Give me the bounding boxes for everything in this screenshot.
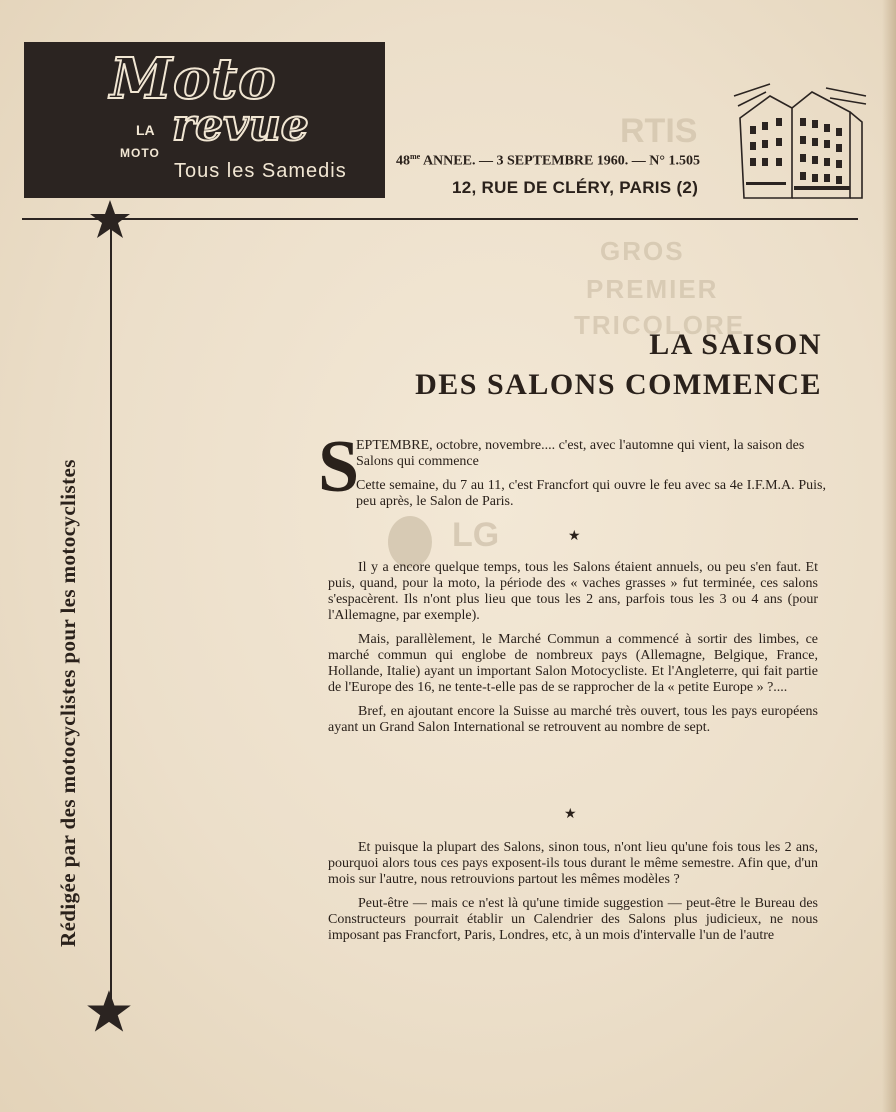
horizontal-rule [22, 218, 858, 220]
svg-text:LG: LG [452, 516, 500, 554]
article-title-line2: DES SALONS COMMENCE [415, 368, 822, 401]
issue-date-number: ANNEE. — 3 SEPTEMBRE 1960. — N° 1.505 [420, 153, 701, 169]
issue-line [396, 152, 700, 170]
sidebar-motto: Rédigée par des motocyclistes pour les motocyclistes [56, 459, 80, 947]
drop-cap: S [318, 426, 360, 508]
show-through-text: GROS [600, 236, 685, 266]
paragraph-5: Bref, en ajoutant encore la Suisse au marché très ouvert, tous les pays européens ayant un Grand Salon International se retrouvent au nombre de sept. [328, 704, 818, 735]
logo-moto-small: MOTO [120, 146, 160, 160]
logo-la: LA [136, 122, 155, 138]
paragraph-4: Mais, parallèlement, le Marché Commun a commencé à sortir des limbes, ce marché commun qui englobe de nombreux pays (Allemagne, Belgique, France, Hollande, Italie) ayant un important Salon Motocycliste. Et l'Angleterre, qui fait partie de l'Europe des 16, ne tente-t-elle pas de se rapprocher de la « petite Europe » ?.... [328, 632, 818, 695]
section-separator: ★ [568, 529, 581, 544]
building-illustration [730, 78, 870, 202]
section-separator: ★ [564, 807, 577, 822]
paragraph-3: Il y a encore quelque temps, tous les Salons étaient annuels, ou peu s'en faut. Et puis, quand, pour la moto, la période des « vaches grasses » fut terminée, ces salons s'espacèrent. Ils n'ont plus lieu que tous les 2 ans, parfois tous les 3 ou 4 ans (pour l'Allemagne, par exemple). [328, 560, 818, 623]
paragraph-7: Peut-être — mais ce n'est là qu'une timide suggestion — peut-être le Bureau des Constructeurs pourrait établir un Calendrier des Salons plus judicieux, ne nous imposant pas Francfort, Paris, Londres, etc, à un mois d'intervalle l'un de l'autre [328, 896, 818, 943]
issue-year-number: 48 [396, 153, 410, 169]
star-ornament-icon [82, 988, 136, 1036]
vertical-rule [110, 224, 112, 1014]
paragraph-6: Et puisque la plupart des Salons, sinon tous, n'ont lieu qu'une fois tous les 2 ans, pourquoi alors tous ces pays exposent-ils tous durant le même semestre. Afin que, d'un mois sur l'autre, nous retrouvions partout les mêmes modèles ? [328, 840, 818, 887]
show-through-text: TRICOLORE [574, 310, 746, 340]
article-body-block-1 [328, 560, 818, 744]
article-title-line1: LA SAISON [649, 328, 822, 361]
publisher-address: 12, RUE DE CLÉRY, PARIS (2) [452, 178, 699, 197]
show-through-text: PREMIER [586, 274, 719, 304]
issue-year-suffix: me [410, 152, 421, 161]
page-edge-shadow [882, 0, 896, 1112]
paragraph-1: EPTEMBRE, octobre, novembre.... c'est, avec l'automne qui vient, la saison des Salons qui commence [356, 438, 805, 469]
logo-revue: revue [172, 100, 309, 151]
paragraph-2: Cette semaine, du 7 au 11, c'est Francfort qui ouvre le feu avec sa 4e I.F.M.A. Puis, peu après, le Salon de Paris. [356, 478, 826, 509]
star-ornament-icon [86, 198, 134, 242]
logo-moto: Moto [110, 46, 277, 112]
show-through-text: RTIS [620, 112, 698, 150]
article-body-block-2 [328, 840, 818, 952]
masthead-tagline: Tous les Samedis [174, 160, 347, 182]
masthead [24, 42, 385, 198]
